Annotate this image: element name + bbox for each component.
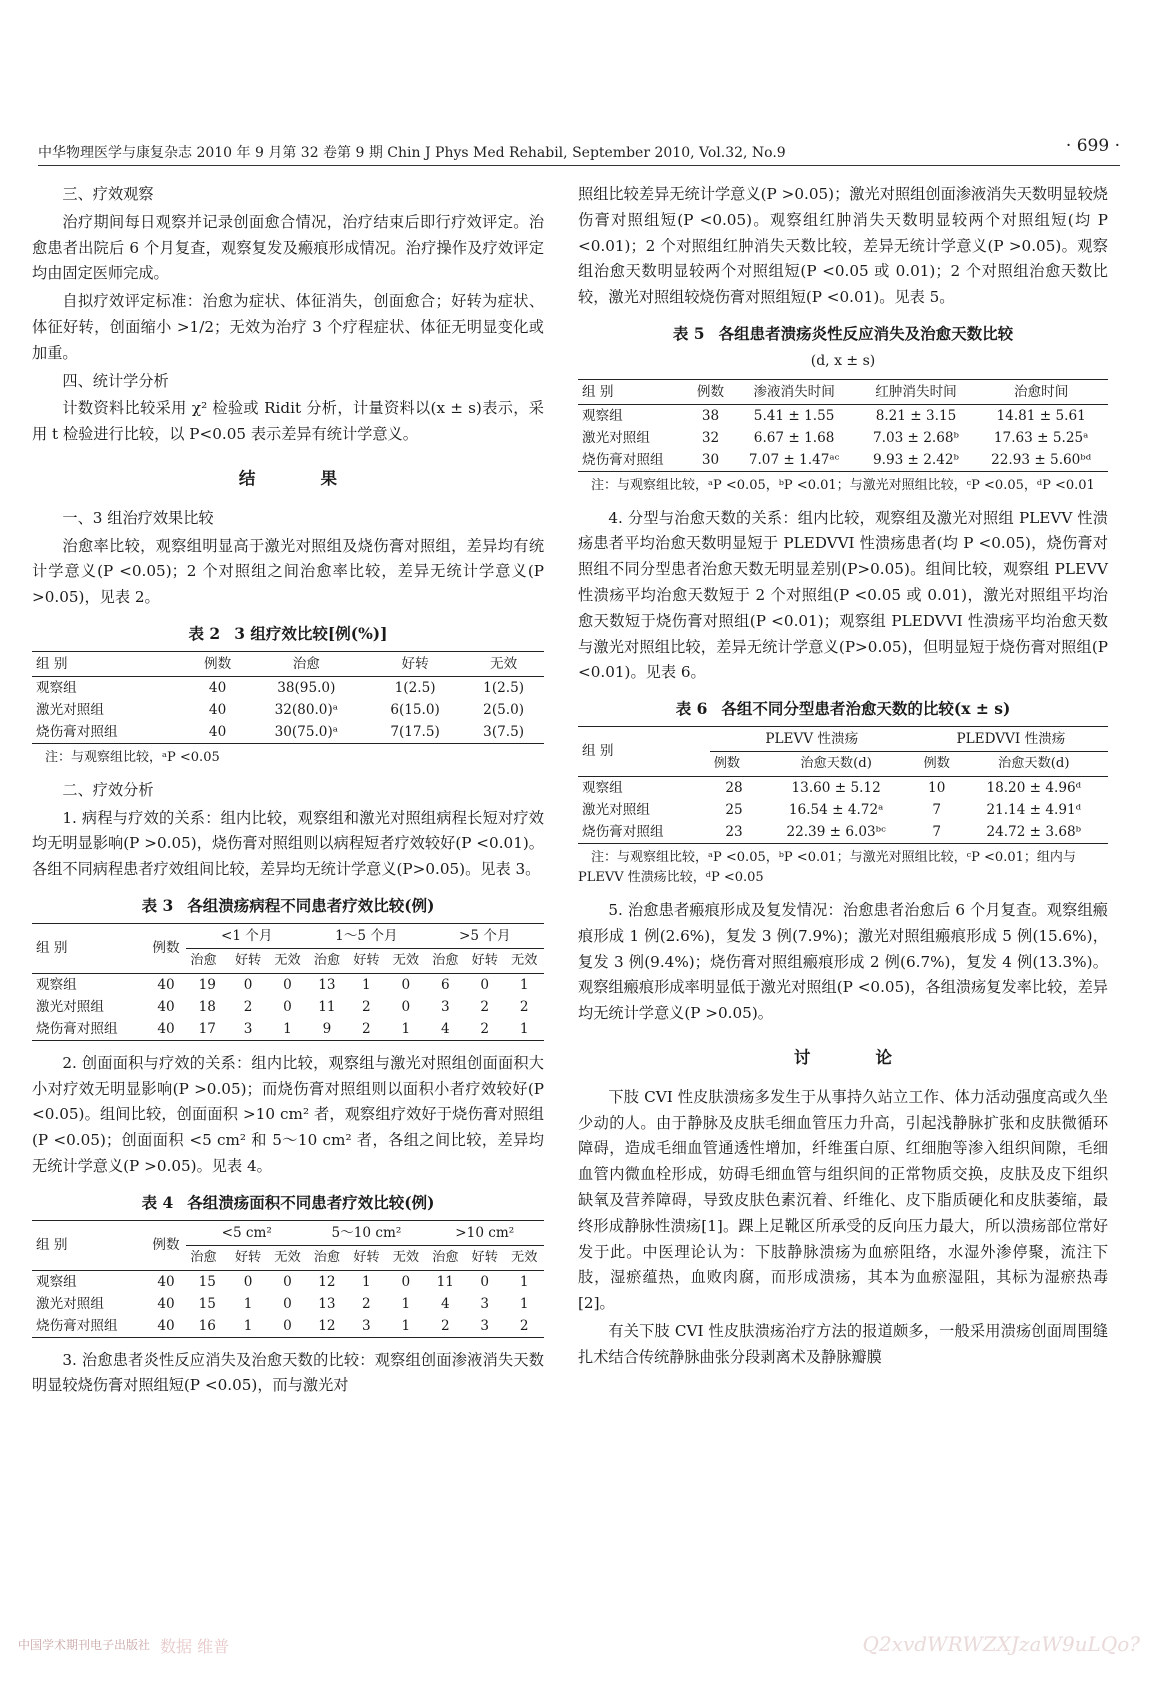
table3-sub: 治愈 — [186, 948, 228, 973]
table-cell: 1 — [519, 976, 529, 993]
table-cell: 32(80.0)ᵃ — [274, 701, 338, 718]
table2-header: 好转 — [367, 651, 463, 676]
table4-group: >10 cm² — [426, 1220, 544, 1245]
table-cell: 7.03 ± 2.68ᵇ — [872, 429, 959, 446]
table-cell: 2 — [465, 1018, 504, 1041]
table-cell: 0 — [401, 1273, 411, 1290]
table-cell: 2 — [362, 1295, 371, 1312]
table-cell: 13.60 ± 5.12 — [791, 779, 881, 796]
table5-header: 组 别 — [578, 379, 690, 404]
table-cell: 17.63 ± 5.25ᵃ — [993, 429, 1089, 446]
results-2-paragraph-1: 1. 病程与疗效的关系：组内比较，观察组和激光对照组病程长短对疗效均无明显影响(P >0.05)，烧伤膏对照组则以病程短者疗效较好(P <0.01)。各组不同病程患者疗效组间比较，差异均无统计学意义(P>0.05)。见表 3。 — [32, 808, 544, 879]
table-row — [32, 996, 544, 1018]
table-cell: 3(7.5) — [463, 721, 544, 744]
discussion-paragraph-1: 下肢 CVI 性皮肤溃疡多发生于从事持久站立工作、体力活动强度高或久坐少动的人。由于静脉及皮肤毛细血管压力升高，引起浅静脉扩张和皮肤微循环障碍，造成毛细血管通透性增加，纤维蛋白原、红细胞等渗入组织间隙，毛细血管内微血栓形成，妨碍毛细血管与组织间的正常物质交换，皮肤及皮下组织缺氧及营养障碍，导致皮肤色素沉着、纤维化、皮下脂质硬化和皮肤萎缩，最终形成静脉性溃疡[1]。踝上足靴区所承受的反向压力最大，所以溃疡部位常好发于此。中医理论认为：下肢静脉溃疡为血瘀阻络，水湿外渗停聚，流注下肢，湿瘀蕴热，血败肉腐，而形成溃疡，其本为血瘀湿阻，其标为湿瘀热毒[2]。 — [578, 1087, 1108, 1313]
table4-col-n: 例数 — [146, 1220, 187, 1270]
table-cell: 38 — [701, 407, 720, 424]
table-cell: 40 — [157, 998, 175, 1015]
table-cell: 3 — [465, 1315, 504, 1338]
table3-title: 各组溃疡病程不同患者疗效比较(例) — [187, 895, 435, 915]
table3-col-group: 组 别 — [32, 923, 146, 973]
table4-title: 各组溃疡面积不同患者疗效比较(例) — [187, 1192, 435, 1212]
table-cell: 0 — [268, 1315, 307, 1338]
table6-caption — [578, 696, 1108, 722]
table-cell: 22.93 ± 5.60ᵇᵈ — [974, 449, 1108, 472]
table2-header: 无效 — [463, 651, 544, 676]
table-cell: 30(75.0)ᵃ — [246, 721, 367, 744]
table3-caption — [32, 893, 544, 919]
table-cell: 9.93 ± 2.42ᵇ — [858, 449, 975, 472]
table-cell: 0 — [480, 976, 490, 993]
results-2-paragraph-2: 2. 创面面积与疗效的关系：组内比较，观察组与激光对照组创面面积大小对疗效无明显影响(P >0.05)；而烧伤膏对照组则以面积小者疗效较好(P <0.05)。组间比较，创面面积 >10 cm² 者，观察组疗效好于烧伤膏对照组(P <0.05)；创面面积 <5 cm² 和 5～10 cm² 者，各组之间比较，差异均无统计学意义(P >0.05)。见表 4。 — [32, 1053, 544, 1175]
table-cell: 13 — [318, 976, 336, 993]
table-cell: 40 — [190, 721, 246, 744]
section-3-title: 三、疗效观察 — [62, 185, 154, 203]
table6-group: PLEVV 性溃疡 — [710, 726, 914, 751]
table-cell: 16 — [186, 1315, 228, 1338]
table-row — [32, 1018, 544, 1041]
table2-title: 3 组疗效比较[例(%)] — [234, 623, 388, 643]
table4-sub: 无效 — [268, 1245, 307, 1270]
table-row — [32, 1315, 544, 1338]
table6-title: 各组不同分型患者治愈天数的比较(x ± s) — [721, 699, 1011, 719]
table2-note: 注：与观察组比较，ᵃP <0.05 — [45, 749, 220, 765]
table-cell: 22.39 ± 6.03ᵇᶜ — [758, 821, 913, 844]
table-cell: 25 — [725, 801, 743, 818]
table-cell: 0 — [401, 976, 411, 993]
table-cell: 激光对照组 — [36, 701, 104, 718]
watermark-code: Q2xvdWRWZXJzaW9uLQo? — [862, 1632, 1140, 1656]
table3-sub: 无效 — [268, 948, 307, 973]
table-cell: 30 — [690, 449, 730, 472]
table-cell: 13 — [318, 1295, 336, 1312]
table-cell: 40 — [208, 701, 227, 718]
table4-sub: 好转 — [465, 1245, 504, 1270]
table-cell: 1 — [519, 1273, 529, 1290]
table-cell: 观察组 — [582, 407, 623, 424]
table-cell: 激光对照组 — [582, 429, 650, 446]
table-cell: 烧伤膏对照组 — [578, 821, 710, 844]
table-cell: 烧伤膏对照组 — [32, 721, 190, 744]
table-cell: 2 — [480, 998, 490, 1015]
table-cell: 1 — [504, 1018, 544, 1041]
table-cell: 1 — [362, 1273, 371, 1290]
table-cell: 0 — [243, 976, 253, 993]
table-row — [578, 404, 1108, 427]
table6-number: 表 6 — [675, 699, 708, 719]
table-cell: 0 — [283, 1273, 292, 1290]
table3-group: >5 个月 — [426, 923, 544, 948]
running-header — [38, 136, 1120, 166]
table-row — [32, 1293, 544, 1315]
table6-sub: 例数 — [914, 751, 960, 776]
paragraph-criteria: 自拟疗效评定标准：治愈为症状、体征消失，创面愈合；好转为症状、体征好转，创面缩小 >1/2；无效为治疗 3 个疗程症状、体征无明显变化或加重。 — [32, 292, 544, 362]
table4-caption — [32, 1190, 544, 1216]
table-cell: 4 — [440, 1295, 450, 1312]
table-cell: 观察组 — [582, 779, 623, 796]
table-cell: 1 — [268, 1018, 307, 1041]
table-cell: 2 — [347, 1018, 386, 1041]
table-cell: 6(15.0) — [390, 701, 440, 718]
table5-header: 渗液消失时间 — [731, 379, 858, 404]
table-cell: 3 — [347, 1315, 386, 1338]
right-column — [578, 182, 1108, 1373]
table-cell: 8.21 ± 3.15 — [875, 407, 957, 424]
right-paragraph-continued: 照组比较差异无统计学意义(P >0.05)；激光对照组创面渗液消失天数明显较烧伤膏对照组短(P <0.05)。观察组红肿消失天数明显较两个对照组短(均 P <0.01)；2 个对照组红肿消失天数比较，差异无统计学意义(P >0.05)。观察组治愈天数明显较两个对照组短(P <0.05 或 0.01)；2 个对照组治愈天数比较，激光对照组较烧伤膏对照组短(P <0.01)。见表 5。 — [578, 185, 1108, 307]
table-cell: 1 — [243, 1295, 253, 1312]
table4-sub: 治愈 — [307, 1245, 346, 1270]
table-row — [32, 676, 544, 699]
table5-number: 表 5 — [672, 323, 705, 343]
journal-running-head: 中华物理医学与康复杂志 2010 年 9 月第 32 卷第 9 期 Chin J Phys Med Rehabil, September 2010, Vol.32, No.9 — [38, 145, 786, 161]
table-cell: 1 — [386, 1315, 425, 1338]
table-cell: 1 — [401, 1295, 411, 1312]
table-cell: 1(2.5) — [483, 679, 525, 696]
table4-sub: 治愈 — [186, 1245, 228, 1270]
table4-sub: 好转 — [228, 1245, 267, 1270]
table-cell: 3 — [228, 1018, 267, 1041]
paragraph-efficacy-observation: 治疗期间每日观察并记录创面愈合情况，治疗结束后即行疗效评定。治愈患者出院后 6 个月复查，观察复发及瘢痕形成情况。治疗操作及疗效评定均由固定医师完成。 — [32, 212, 544, 283]
table3-col-n: 例数 — [146, 923, 187, 973]
table2-header: 治愈 — [246, 651, 367, 676]
table2 — [32, 651, 544, 744]
table2-number: 表 2 — [188, 623, 221, 643]
table-row — [578, 449, 1108, 472]
table5-header: 治愈时间 — [974, 379, 1108, 404]
results-2-paragraph-4: 4. 分型与治愈天数的关系：组内比较，观察组及激光对照组 PLEVV 性溃疡患者平均治愈天数明显短于 PLEDVVI 性溃疡患者(均 P <0.05)，烧伤膏对照组不同分型患者治愈天数无明显差别(P>0.05)。组间比较，观察组 PLEVV 性溃疡平均治愈天数短于 2 个对照组(P <0.05 或 0.01)，激光对照组平均治愈天数短于烧伤膏对照组(P <0.01)；观察组 PLEDVVI 性溃疡平均治愈天数与激光对照组比较，差异无统计学意义(P>0.05)，但明显短于烧伤膏对照组(P <0.01)。见表 6。 — [578, 508, 1108, 682]
table-cell: 烧伤膏对照组 — [578, 449, 690, 472]
table-cell: 6 — [440, 976, 450, 993]
table4-sub: 治愈 — [426, 1245, 465, 1270]
table-cell: 40 — [157, 976, 175, 993]
table-cell: 19 — [198, 976, 216, 993]
discussion-heading: 讨 论 — [793, 1047, 922, 1067]
table-cell: 5.41 ± 1.55 — [753, 407, 835, 424]
table4-sub: 无效 — [504, 1245, 544, 1270]
table-cell: 17 — [186, 1018, 228, 1041]
table-cell: 40 — [146, 1018, 187, 1041]
table6 — [578, 726, 1108, 844]
table-cell: 0 — [283, 998, 292, 1015]
table2-header: 例数 — [190, 651, 246, 676]
table-cell: 15 — [198, 1273, 216, 1290]
paragraph-statistics: 计数资料比较采用 χ² 检验或 Ridit 分析，计量资料以(x ± s)表示，采用 t 检验进行比较，以 P<0.05 表示差异有统计学意义。 — [32, 399, 544, 444]
table-cell: 1 — [386, 1018, 425, 1041]
table5-header: 例数 — [690, 379, 730, 404]
results-heading: 结 果 — [238, 468, 367, 488]
table-cell: 6.67 ± 1.68 — [753, 429, 835, 446]
table2-caption — [32, 621, 544, 647]
table3-number: 表 3 — [141, 895, 174, 915]
table3-sub: 治愈 — [426, 948, 465, 973]
table-cell: 9 — [307, 1018, 346, 1041]
table3-sub: 好转 — [347, 948, 386, 973]
table-row — [578, 799, 1108, 821]
table-cell: 0 — [283, 976, 292, 993]
table-cell: 40 — [208, 679, 227, 696]
table5-note: 注：与观察组比较，ᵃP <0.05，ᵇP <0.01；与激光对照组比较，ᶜP <0.05，ᵈP <0.01 — [591, 477, 1095, 493]
table6-note: 注：与观察组比较，ᵃP <0.05，ᵇP <0.01；与激光对照组比较，ᶜP <0.01；组内与 PLEVV 性溃疡比较，ᵈP <0.05 — [578, 849, 1076, 885]
table-cell: 2 — [504, 1315, 544, 1338]
table-cell: 24.72 ± 3.68ᵇ — [960, 821, 1108, 844]
table-cell: 观察组 — [36, 679, 77, 696]
table4-sub: 无效 — [386, 1245, 425, 1270]
table-row — [32, 1270, 544, 1293]
table-cell: 1 — [228, 1315, 267, 1338]
table-cell: 7(17.5) — [367, 721, 463, 744]
table-row — [578, 821, 1108, 844]
table-cell: 2 — [362, 998, 371, 1015]
table-cell: 16.54 ± 4.72ᵃ — [788, 801, 884, 818]
table4-group: 5～10 cm² — [307, 1220, 425, 1245]
results-2-paragraph-3: 3. 治愈患者炎性反应消失及治愈天数的比较：观察组创面渗液消失天数明显较烧伤膏对照组短(P <0.05)，而与激光对 — [32, 1350, 544, 1395]
table6-sub: 例数 — [710, 751, 759, 776]
section-4-title: 四、统计学分析 — [62, 371, 169, 390]
table-cell: 18 — [198, 998, 216, 1015]
table5 — [578, 379, 1108, 472]
table-cell: 40 — [157, 1295, 175, 1312]
table-cell: 激光对照组 — [582, 801, 650, 818]
table6-group: PLEDVVI 性溃疡 — [914, 726, 1108, 751]
table6-col-group: 组 别 — [578, 726, 710, 776]
table3-sub: 无效 — [386, 948, 425, 973]
table-cell: 38(95.0) — [277, 679, 336, 696]
table-cell: 1 — [519, 1295, 529, 1312]
table-cell: 40 — [146, 1315, 187, 1338]
table-cell: 0 — [243, 1273, 253, 1290]
table-cell: 激光对照组 — [36, 1295, 104, 1312]
table-row — [32, 699, 544, 721]
table5-header: 红肿消失时间 — [858, 379, 975, 404]
table-row — [578, 427, 1108, 449]
table-cell: 3 — [480, 1295, 490, 1312]
table3-sub: 好转 — [465, 948, 504, 973]
table-cell: 11 — [436, 1273, 454, 1290]
results-1-title: 一、3 组治疗效果比较 — [62, 508, 214, 527]
table4-sub: 好转 — [347, 1245, 386, 1270]
table-cell: 4 — [426, 1018, 465, 1041]
table-cell: 40 — [157, 1273, 175, 1290]
table-row — [32, 721, 544, 744]
table-cell: 2 — [426, 1315, 465, 1338]
publisher-logo: 中国学术期刊电子出版社 — [18, 1638, 151, 1652]
table-cell: 14.81 ± 5.61 — [996, 407, 1086, 424]
table-cell: 烧伤膏对照组 — [32, 1018, 146, 1041]
table-cell: 3 — [440, 998, 450, 1015]
table2-header: 组 别 — [32, 651, 190, 676]
table-row — [578, 776, 1108, 799]
table6-sub: 治愈天数(d) — [960, 751, 1108, 776]
table-cell: 2 — [243, 998, 253, 1015]
table-cell: 观察组 — [36, 976, 77, 993]
table-cell: 烧伤膏对照组 — [32, 1315, 146, 1338]
table-cell: 7 — [914, 821, 960, 844]
page-number: · 699 · — [1065, 136, 1120, 156]
table4-number: 表 4 — [141, 1192, 174, 1212]
table5-title: 各组患者溃疡炎性反应消失及治愈天数比较 — [718, 323, 1014, 343]
left-column — [32, 182, 544, 1401]
table3-group: <1 个月 — [186, 923, 307, 948]
table-cell: 32 — [701, 429, 720, 446]
table6-sub: 治愈天数(d) — [758, 751, 913, 776]
table-cell: 10 — [928, 779, 946, 796]
table4-group: <5 cm² — [186, 1220, 307, 1245]
page-footer — [0, 1628, 1160, 1668]
table-cell: 15 — [198, 1295, 216, 1312]
table-cell: 1 — [362, 976, 371, 993]
table-cell: 12 — [318, 1273, 336, 1290]
watermark: 数据 维普 — [160, 1637, 230, 1656]
table3-sub: 治愈 — [307, 948, 346, 973]
table-cell: 18.20 ± 4.96ᵈ — [986, 779, 1082, 796]
table-cell: 28 — [725, 779, 743, 796]
table-cell: 1(2.5) — [394, 679, 436, 696]
results-1-paragraph: 治愈率比较，观察组明显高于激光对照组及烧伤膏对照组，差异均有统计学意义(P <0.05)；2 个对照组之间治愈率比较，差异无统计学意义(P >0.05)，见表 2。 — [32, 536, 544, 607]
table-cell: 12 — [307, 1315, 346, 1338]
table-cell: 0 — [401, 998, 411, 1015]
table4 — [32, 1220, 544, 1338]
table5-caption — [578, 321, 1108, 347]
results-2-paragraph-5: 5. 治愈患者瘢痕形成及复发情况：治愈患者治愈后 6 个月复查。观察组瘢痕形成 1 例(2.6%)，复发 3 例(7.9%)；激光对照组瘢痕形成 5 例(15.6%)，复发 3 例(9.4%)；烧伤膏对照组瘢痕形成 2 例(6.7%)，复发 4 例(13.3%)。观察组瘢痕形成率明显低于激光对照组(P <0.05)，各组溃疡复发率比较，差异均无统计学意义(P >0.05)。 — [578, 900, 1108, 1023]
table-cell: 7.07 ± 1.47ᵃᶜ — [731, 449, 858, 472]
table-cell: 2(5.0) — [483, 701, 525, 718]
table3-sub: 无效 — [504, 948, 544, 973]
table3 — [32, 923, 544, 1041]
table-cell: 23 — [710, 821, 759, 844]
table-cell: 21.14 ± 4.91ᵈ — [986, 801, 1082, 818]
table-cell: 7 — [932, 801, 942, 818]
table-cell: 观察组 — [36, 1273, 77, 1290]
table-cell: 0 — [480, 1273, 490, 1290]
table-cell: 激光对照组 — [36, 998, 104, 1015]
table3-sub: 好转 — [228, 948, 267, 973]
table-row — [32, 973, 544, 996]
discussion-paragraph-2: 有关下肢 CVI 性皮肤溃疡治疗方法的报道颇多，一般采用溃疡创面周围缝扎术结合传统静脉曲张分段剥离术及静脉瓣膜 — [578, 1321, 1108, 1366]
table3-group: 1～5 个月 — [307, 923, 425, 948]
table-cell: 11 — [318, 998, 336, 1015]
table-cell: 0 — [283, 1295, 292, 1312]
table5-subtitle: (d, x ± s) — [810, 352, 876, 369]
results-2-title: 二、疗效分析 — [62, 780, 154, 799]
table-cell: 2 — [519, 998, 529, 1015]
header-rule — [38, 165, 1120, 166]
table4-col-group: 组 别 — [32, 1220, 146, 1270]
